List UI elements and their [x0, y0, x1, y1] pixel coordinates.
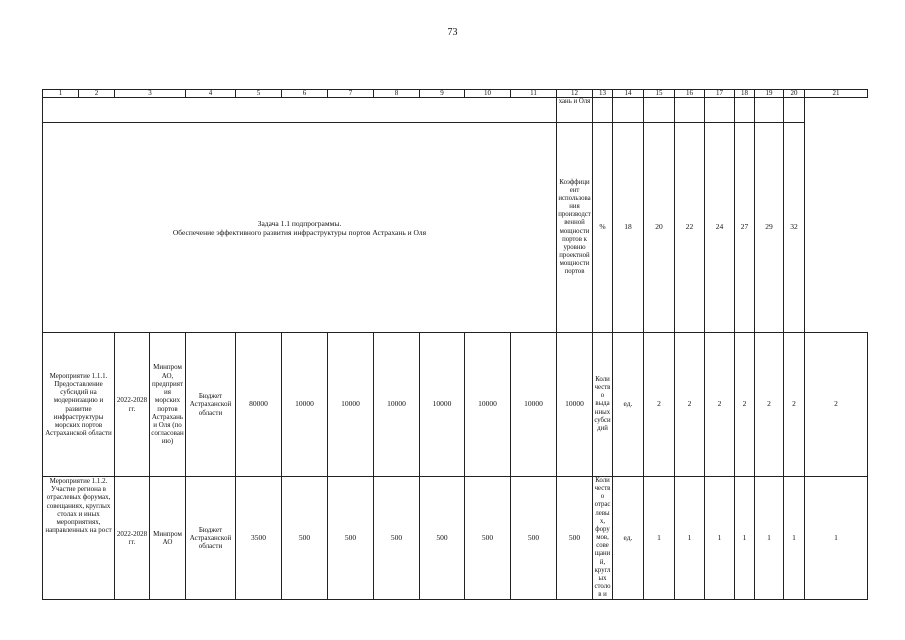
value-cell: 1 — [735, 477, 755, 600]
empty-cell — [43, 98, 557, 123]
column-number-row — [43, 90, 868, 98]
col-header: 14 — [613, 90, 644, 98]
measure-period: 2022-2028 гг. — [115, 477, 150, 600]
amount-cell: 500 — [374, 477, 420, 600]
task-value: 20 — [644, 123, 675, 333]
col-header: 17 — [705, 90, 735, 98]
col-header: 6 — [282, 90, 328, 98]
col-header: 7 — [328, 90, 374, 98]
value-cell: 1 — [705, 477, 735, 600]
empty-cell — [735, 98, 755, 123]
continuation-row — [43, 98, 868, 123]
value-cell: 1 — [675, 477, 705, 600]
value-cell: 2 — [735, 333, 755, 477]
measure-period: 2022-2028 гг. — [115, 333, 150, 477]
value-cell: 2 — [755, 333, 784, 477]
amount-cell: 500 — [557, 477, 593, 600]
empty-cell — [644, 98, 675, 123]
col-header: 1 — [43, 90, 79, 98]
measure-executor: Минпром АО, предприятия морских портов Астрахань и Оля (по согласованию) — [150, 333, 186, 477]
table-row — [43, 477, 868, 600]
amount-cell: 500 — [465, 477, 511, 600]
col-header: 16 — [675, 90, 705, 98]
amount-cell: 10000 — [420, 333, 465, 477]
unit-cell: ед. — [613, 477, 644, 600]
col-header: 15 — [644, 90, 675, 98]
task-row — [43, 123, 868, 333]
amount-cell: 500 — [420, 477, 465, 600]
col-header: 11 — [511, 90, 557, 98]
task-value: 22 — [675, 123, 705, 333]
amount-cell: 500 — [282, 477, 328, 600]
value-cell: 1 — [755, 477, 784, 600]
col-header: 9 — [420, 90, 465, 98]
empty-cell — [593, 98, 613, 123]
amount-cell: 10000 — [328, 333, 374, 477]
indicator-cell: Количество отраслевых, форумов, совещаний, круглых столов и — [594, 477, 611, 599]
continuation-text: хань и Оля — [557, 98, 593, 123]
task-indicator: Коэффициент использования производственной мощности портов к уровню проектной мощности портов — [557, 123, 593, 333]
col-header: 12 — [557, 90, 593, 98]
task-cell — [43, 123, 557, 333]
empty-cell — [705, 98, 735, 123]
table-row — [43, 333, 868, 477]
col-header: 8 — [374, 90, 420, 98]
empty-cell — [675, 98, 705, 123]
col-header: 19 — [755, 90, 784, 98]
task-value: 24 — [705, 123, 735, 333]
task-value: 32 — [784, 123, 805, 333]
amount-cell: 80000 — [236, 333, 282, 477]
amount-cell: 3500 — [236, 477, 282, 600]
empty-cell — [755, 98, 784, 123]
value-cell: 2 — [644, 333, 675, 477]
value-cell: 1 — [644, 477, 675, 600]
amount-cell: 10000 — [374, 333, 420, 477]
col-header: 2 — [79, 90, 115, 98]
value-cell: 2 — [805, 333, 868, 477]
col-header: 13 — [593, 90, 613, 98]
value-cell: 1 — [805, 477, 868, 600]
task-value: 18 — [613, 123, 644, 333]
amount-cell: 10000 — [557, 333, 593, 477]
amount-cell: 10000 — [465, 333, 511, 477]
empty-cell — [613, 98, 644, 123]
amount-cell: 10000 — [511, 333, 557, 477]
col-header: 20 — [784, 90, 805, 98]
task-unit: % — [593, 123, 613, 333]
measure-source: Бюджет Астраханской области — [186, 333, 236, 477]
value-cell: 2 — [784, 333, 805, 477]
col-header: 18 — [735, 90, 755, 98]
task-subtitle: Обеспечение эффективного развития инфраструктуры портов Астрахань и Оля — [172, 227, 427, 237]
task-value: 27 — [735, 123, 755, 333]
measure-name: Мероприятие 1.1.2. Участие региона в отраслевых форумах, совещаниях, круглых столах и иных мероприятиях, направленных на рост — [43, 477, 115, 600]
col-header: 10 — [465, 90, 511, 98]
amount-cell: 500 — [328, 477, 374, 600]
measure-executor: Минпром АО — [150, 477, 186, 600]
measure-source: Бюджет Астраханской области — [186, 477, 236, 600]
col-header: 4 — [186, 90, 236, 98]
program-table — [42, 89, 868, 600]
amount-cell: 10000 — [282, 333, 328, 477]
col-header: 3 — [115, 90, 186, 98]
amount-cell: 500 — [511, 477, 557, 600]
unit-cell: ед. — [613, 333, 644, 477]
value-cell: 1 — [784, 477, 805, 600]
empty-cell — [784, 98, 805, 123]
page-number: 73 — [447, 27, 458, 38]
task-title: Задача 1.1 подпрограммы. — [257, 218, 342, 228]
indicator-cell: Количество выданных субсидий — [593, 333, 613, 477]
col-header: 21 — [805, 90, 868, 98]
task-value: 29 — [755, 123, 784, 333]
value-cell: 2 — [705, 333, 735, 477]
value-cell: 2 — [675, 333, 705, 477]
measure-name: Мероприятие 1.1.1. Предоставление субсидий на модернизацию и развитие инфраструктуры морских портов Астраханской области — [43, 333, 115, 477]
col-header: 5 — [236, 90, 282, 98]
